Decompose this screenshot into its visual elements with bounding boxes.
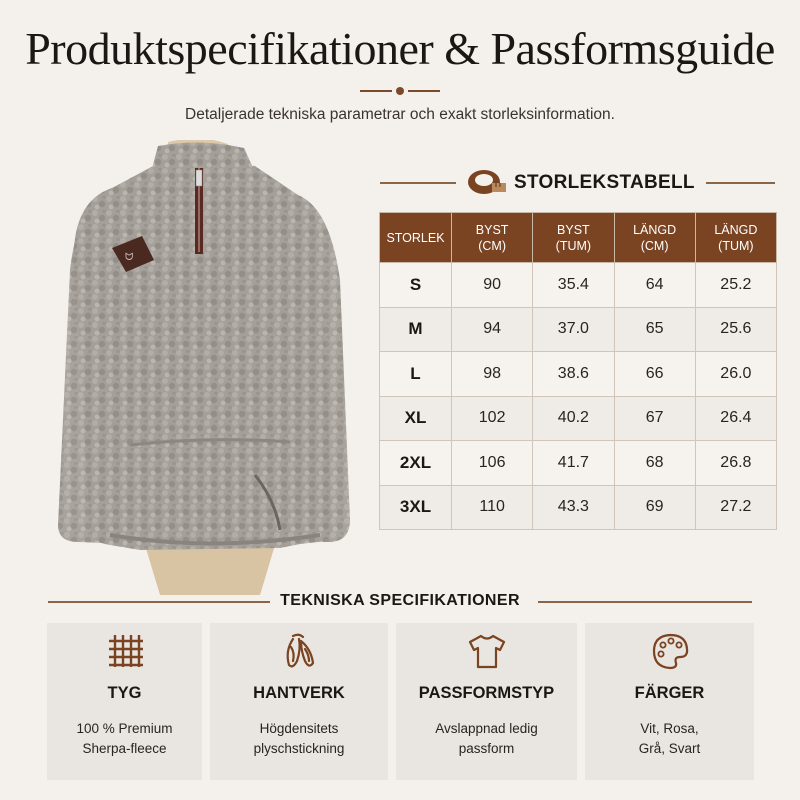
column-header-bust-in: BYST (TUM) [533,213,614,263]
svg-text:ᗢ: ᗢ [125,252,134,263]
title-divider-ornament [360,87,440,95]
spec-card-text: Högdensitets [259,721,339,736]
spec-card-fabric [47,623,202,780]
length-in-cell: 26.4 [695,396,776,441]
spec-card-fit-type [396,623,577,780]
spec-card-title: HANTVERK [253,684,345,702]
length-cm-cell: 64 [614,263,695,308]
size-cell: M [380,307,452,352]
bust-in-cell: 43.3 [533,485,614,530]
table-row [380,441,777,486]
spec-card-title: PASSFORMSTYP [418,684,555,702]
length-in-cell: 27.2 [695,485,776,530]
spec-card-title: TYG [107,684,142,702]
column-header-size: STORLEK [380,213,452,263]
size-cell: XL [380,396,452,441]
spec-card-text: Vit, Rosa, [640,721,699,736]
length-cm-cell: 66 [614,352,695,397]
table-row [380,307,777,352]
column-header-length-in: LÄNGD (TUM) [695,213,776,263]
fabric-grid-icon [105,631,145,671]
bust-cm-cell: 98 [452,352,533,397]
spec-card-title: FÄRGER [634,684,705,702]
length-in-cell: 25.2 [695,263,776,308]
bust-in-cell: 40.2 [533,396,614,441]
spec-card-text: plyschstickning [253,741,345,756]
spec-card-colors [585,623,754,780]
spec-card-text: Grå, Svart [638,741,701,756]
size-chart-table [379,212,777,530]
bust-cm-cell: 102 [452,396,533,441]
table-row [380,396,777,441]
column-header-length-cm: LÄNGD (CM) [614,213,695,263]
bust-cm-cell: 110 [452,485,533,530]
paint-palette-icon [650,631,690,671]
yarn-hanks-icon [279,631,319,671]
table-row [380,352,777,397]
table-header-row [380,213,777,263]
length-cm-cell: 67 [614,396,695,441]
table-row [380,263,777,308]
tech-specs-title: TEKNISKA SPECIFIKATIONER [280,592,520,609]
bust-cm-cell: 94 [452,307,533,352]
page-title: Produktspecifikationer & Passformsguide [25,23,775,74]
length-in-cell: 25.6 [695,307,776,352]
table-row [380,485,777,530]
page-subtitle: Detaljerade tekniska parametrar och exakt storleksinformation. [185,106,615,123]
spec-card-text: passform [458,741,515,756]
length-cm-cell: 68 [614,441,695,486]
tech-specs-heading [48,590,752,614]
spec-card-text: Avslappnad ledig [435,721,538,736]
bust-in-cell: 38.6 [533,352,614,397]
size-chart-heading [380,165,775,199]
length-in-cell: 26.0 [695,352,776,397]
spec-card-craftsmanship [210,623,388,780]
spec-card-text: Sherpa-fleece [82,741,167,756]
bust-cm-cell: 106 [452,441,533,486]
measuring-tape-icon [466,165,506,199]
t-shirt-icon [467,631,507,671]
sherpa-pullover-image [50,140,370,595]
size-cell: S [380,263,452,308]
size-chart-title: STORLEKSTABELL [514,172,695,193]
column-header-bust-cm: BYST (CM) [452,213,533,263]
length-cm-cell: 69 [614,485,695,530]
bust-in-cell: 41.7 [533,441,614,486]
bust-in-cell: 35.4 [533,263,614,308]
size-cell: L [380,352,452,397]
spec-card-text: 100 % Premium [76,721,173,736]
bust-cm-cell: 90 [452,263,533,308]
length-cm-cell: 65 [614,307,695,352]
size-cell: 2XL [380,441,452,486]
bust-in-cell: 37.0 [533,307,614,352]
length-in-cell: 26.8 [695,441,776,486]
size-cell: 3XL [380,485,452,530]
